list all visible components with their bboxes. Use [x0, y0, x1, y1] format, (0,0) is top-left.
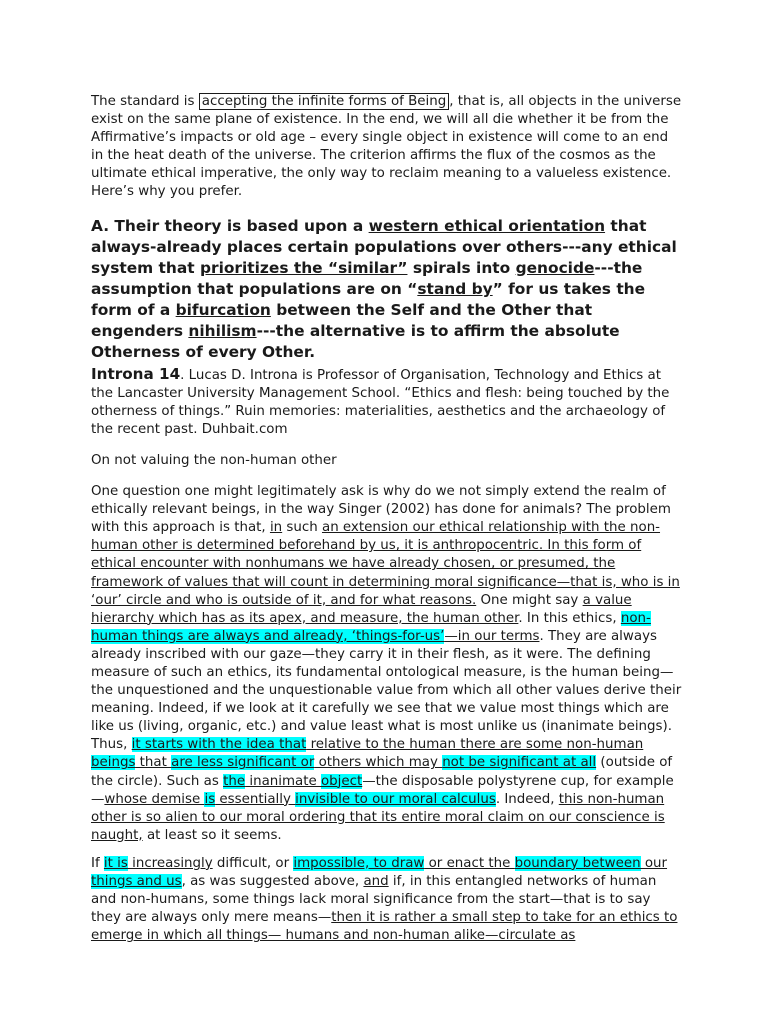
plain-text: If — [91, 855, 104, 871]
underlined-text: increasingly — [127, 855, 213, 871]
underlined-text: this non-human other is so alien to our moral ordering that its entire moral claim on our conscience is naught, — [91, 791, 665, 843]
plain-text: (outside of the circle). Such as — [91, 755, 673, 789]
standard-boxed-phrase: accepting the infinite forms of Being — [199, 93, 449, 110]
plain-text: ---the assumption that populations are on “ — [91, 258, 643, 298]
plain-text: One question one might legitimately ask is why do we not simply extend the realm of ethically relevant beings, in the way Singer (2002) has done for animals? The problem with this approach is that, — [91, 484, 671, 536]
highlighted-text: non-human things are always and already, ‘things-for-us’ — [91, 610, 651, 644]
highlighted-text: are less significant or — [171, 755, 315, 771]
underlined-text: —in our terms — [444, 628, 540, 644]
underlined-text: then it is rather a small step to take for an ethics to emerge in which all things— humans and non-human alike—circulate as — [91, 910, 678, 944]
underlined-text: genocide — [515, 258, 595, 277]
underlined-text: a value hierarchy which has as its apex, and measure, the human other — [91, 592, 632, 626]
standard-paragraph — [91, 93, 683, 202]
argument-tag — [91, 216, 683, 363]
plain-text: at least so it seems. — [142, 827, 282, 843]
underlined-text: our — [640, 855, 668, 871]
plain-text: , as was suggested above, — [181, 874, 364, 889]
highlighted-text: impossible, to draw — [293, 855, 425, 871]
underlined-text: that — [135, 755, 172, 771]
plain-text: ” for us takes the form of a — [91, 279, 646, 319]
intro-text: , that is, all objects in the universe exist on the same plane of existence. In the end, we will all die whether it be from the Affirmative’s impacts or old age – every single object in existence will come to an end in the heat death of the universe. The criterion affirms the flux of the cosmos as the ultimate ethical imperative, the only way to reclaim meaning to a valueless existence. Here’s why you prefer. — [91, 94, 682, 200]
plain-text: ---the alternative is to affirm the absolute Otherness of every Other. — [91, 321, 620, 361]
underlined-text: western ethical orientation — [368, 216, 606, 235]
evidence-paragraph-1 — [91, 483, 683, 845]
highlighted-text: is — [204, 791, 216, 807]
highlighted-text: the — [223, 773, 246, 789]
highlighted-text: boundary between — [514, 855, 641, 871]
plain-text: such — [282, 520, 322, 536]
highlighted-text: it starts with the idea that — [131, 737, 307, 753]
plain-text: difficult, or — [212, 855, 294, 871]
highlighted-text: not be significant at all — [442, 755, 597, 771]
highlighted-text: it is — [103, 855, 128, 871]
citation-author: Introna 14 — [91, 364, 181, 383]
intro-text: The standard is — [91, 94, 199, 109]
plain-text: spirals into — [407, 258, 516, 277]
plain-text: —the disposable polystyrene cup, for example— — [91, 773, 674, 807]
document-page — [91, 93, 683, 945]
underlined-text: inanimate — [245, 773, 321, 789]
evidence-paragraph-2 — [91, 855, 683, 945]
plain-text: A. Their theory is based upon a — [91, 216, 369, 235]
underlined-text: and — [363, 874, 389, 889]
highlighted-text: things and us — [91, 874, 182, 889]
underlined-text: whose demise — [104, 791, 205, 807]
plain-text: . Indeed, — [495, 791, 559, 807]
underlined-text: others which may — [314, 755, 443, 771]
underlined-text: essentially — [215, 791, 296, 807]
plain-text: One might say — [476, 592, 583, 608]
section-title: On not valuing the non-human other — [91, 452, 337, 468]
underlined-text: prioritizes the “similar” — [199, 258, 408, 277]
plain-text: that always-already places certain populations over others---any ethical system that — [91, 216, 677, 277]
underlined-text: bifurcation — [175, 300, 271, 319]
underlined-text: in — [269, 520, 283, 536]
plain-text: . They are always already inscribed with our gaze—they carry it in their flesh, as it were. The defining measure of such an ethics, its fundamental ontological measure, is the human being— the unquestioned and the unquestionable value from which all other values derive their meaning. Indeed, if we look at it carefully we see that we value most things which are like us (living, organic, etc.) and value least what is most unlike us (inanimate beings). Thus, — [91, 628, 682, 753]
citation-details: . Lucas D. Introna is Professor of Organisation, Technology and Ethics at the Lancaster University Management School. “Ethics and flesh: being touched by the otherness of things.” Ruin memories: materialities, aesthetics and the archaeology of the recent past. Duhbait.com — [91, 367, 670, 437]
underlined-text: or enact the — [424, 855, 515, 871]
highlighted-text: object — [320, 773, 363, 789]
highlighted-text: invisible to our moral calculus — [295, 791, 496, 807]
plain-text: between the Self and the Other that engenders — [91, 300, 593, 340]
plain-text: . In this ethics, — [518, 610, 621, 626]
underlined-text: stand by — [417, 279, 493, 298]
highlighted-text: beings — [91, 755, 136, 771]
underlined-text: relative to the human there are some non-human — [306, 737, 644, 753]
plain-text: if, in this entangled networks of human and non-humans, some things lack moral significance from the start—that is to say they are always only mere means— — [91, 874, 657, 926]
underlined-text: an extension our ethical relationship with the non-human other is determined beforehand by us, it is anthropocentric. In this form of ethical encounter with nonhumans we have already chosen, or presumed, the framework of values that will count in determining moral significance—that is, who is in ‘our’ circle and who is outside of it, and for what reasons. — [91, 520, 680, 608]
citation — [91, 365, 683, 439]
underlined-text: nihilism — [188, 321, 257, 340]
